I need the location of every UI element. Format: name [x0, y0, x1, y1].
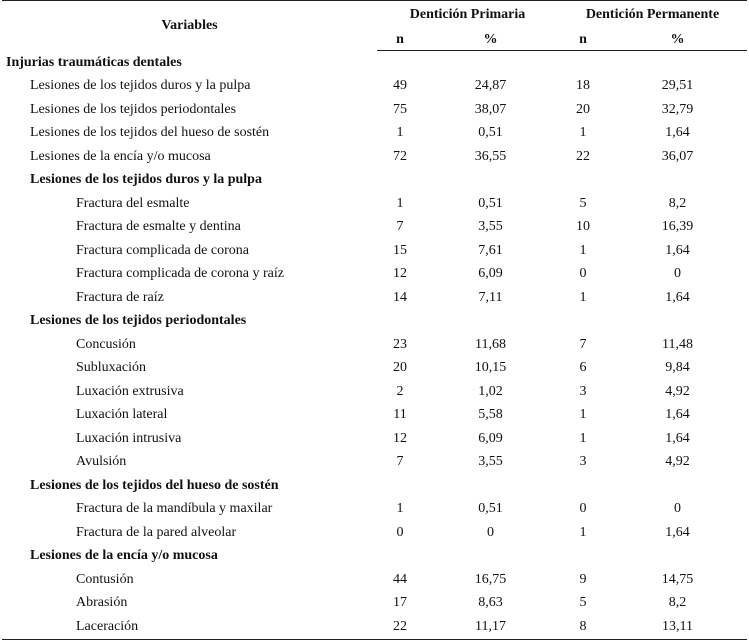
cell-pct-primaria: 0,51	[478, 195, 503, 211]
cell-n-primaria: 14	[393, 289, 407, 305]
row-label: Lesiones de los tejidos periodontales	[30, 313, 247, 329]
cell-pct-primaria: 8,63	[478, 595, 503, 611]
cell-pct-primaria	[423, 310, 558, 334]
cell-n-permanente: 10	[576, 219, 590, 235]
cell-pct-primaria: 1,02	[478, 383, 503, 399]
cell-n-primaria: 20	[393, 360, 407, 376]
cell-n-permanente: 7	[579, 336, 587, 352]
cell-pct-primaria: 6,09	[478, 430, 503, 446]
table-row	[2, 615, 747, 639]
cell-n-primaria	[377, 169, 423, 193]
trauma-table	[2, 0, 747, 640]
cell-pct-permanente: 1,64	[665, 289, 690, 305]
table-row	[2, 498, 747, 522]
table-row	[2, 404, 747, 428]
cell-pct-permanente: 16,39	[661, 219, 694, 235]
cell-pct-primaria	[423, 474, 558, 498]
cell-pct-primaria: 36,55	[474, 148, 507, 164]
cell-n-primaria: 0	[396, 524, 404, 540]
row-label: Lesiones de los tejidos duros y la pulpa	[30, 78, 251, 94]
cell-pct-permanente	[608, 545, 747, 569]
table-row	[2, 357, 747, 381]
row-label: Fractura de la pared alveolar	[76, 524, 237, 540]
cell-n-permanente: 8	[558, 615, 608, 639]
cell-n-primaria: 7	[396, 454, 404, 470]
cell-pct-permanente: 1,64	[665, 125, 690, 141]
table-row	[2, 333, 747, 357]
cell-n-permanente	[558, 169, 608, 193]
cell-pct-permanente	[608, 51, 747, 75]
table-row	[2, 521, 747, 545]
table-row	[2, 451, 747, 475]
table-row	[2, 592, 747, 616]
cell-n-primaria: 72	[393, 148, 407, 164]
cell-pct-primaria: 0,51	[478, 125, 503, 141]
cell-n-permanente: 3	[579, 454, 587, 470]
cell-n-primaria: 75	[393, 101, 407, 117]
header-n-permanente: n	[558, 28, 608, 51]
cell-pct-permanente: 14,75	[661, 571, 694, 587]
cell-n-permanente: 1	[579, 430, 587, 446]
row-label: Fractura complicada de corona	[76, 242, 249, 258]
cell-n-primaria: 17	[393, 595, 407, 611]
header-n-primaria: n	[377, 28, 423, 51]
cell-pct-permanente: 9,84	[665, 360, 690, 376]
cell-pct-primaria: 16,75	[474, 571, 507, 587]
row-label: Concusión	[76, 336, 136, 352]
cell-n-permanente: 0	[579, 266, 587, 282]
row-label: Lesiones de los tejidos del hueso de sostén	[30, 477, 279, 493]
cell-n-primaria: 44	[393, 571, 407, 587]
cell-n-primaria	[377, 310, 423, 334]
cell-pct-permanente: 29,51	[661, 78, 694, 94]
cell-pct-permanente	[608, 310, 747, 334]
header-pct-primaria: %	[423, 28, 558, 51]
header-denticion-primaria: Dentición Primaria	[377, 1, 558, 29]
cell-pct-permanente: 8,2	[668, 595, 687, 611]
cell-pct-permanente: 13,11	[608, 615, 747, 639]
cell-n-permanente: 20	[576, 101, 590, 117]
cell-n-primaria: 7	[396, 219, 404, 235]
header-variables: Variables	[2, 1, 377, 51]
cell-n-primaria	[377, 474, 423, 498]
row-label: Fractura de la mandíbula y maxilar	[76, 501, 273, 517]
cell-n-primaria: 22	[377, 615, 423, 639]
cell-pct-permanente: 4,92	[665, 383, 690, 399]
table-row	[2, 169, 747, 193]
row-label: Laceración	[2, 615, 377, 639]
cell-n-permanente	[558, 51, 608, 75]
table-row	[2, 286, 747, 310]
cell-n-permanente: 0	[579, 501, 587, 517]
cell-pct-permanente: 11,48	[662, 336, 693, 352]
table-row	[2, 98, 747, 122]
cell-n-permanente: 1	[579, 407, 587, 423]
table-row	[2, 263, 747, 287]
row-label: Lesiones de los tejidos duros y la pulpa	[30, 172, 262, 188]
cell-pct-primaria: 5,58	[478, 407, 503, 423]
cell-n-permanente: 5	[579, 595, 587, 611]
table-body	[2, 51, 747, 640]
cell-pct-permanente	[608, 474, 747, 498]
cell-pct-primaria	[423, 169, 558, 193]
table-row	[2, 239, 747, 263]
cell-pct-primaria: 0,51	[478, 501, 503, 517]
table-row	[2, 427, 747, 451]
cell-n-permanente: 1	[579, 125, 587, 141]
table-row	[2, 145, 747, 169]
cell-pct-primaria: 11,17	[423, 615, 558, 639]
table-row	[2, 310, 747, 334]
cell-n-permanente	[558, 474, 608, 498]
cell-pct-primaria: 11,68	[475, 336, 506, 352]
cell-pct-primaria: 24,87	[474, 78, 507, 94]
cell-pct-primaria	[423, 51, 558, 75]
cell-n-permanente: 1	[579, 289, 587, 305]
cell-pct-permanente: 0	[674, 266, 681, 282]
cell-pct-permanente: 36,07	[661, 148, 694, 164]
cell-pct-permanente: 0	[674, 501, 681, 517]
table-row	[2, 568, 747, 592]
row-label: Lesiones de la encía y/o mucosa	[30, 548, 218, 564]
cell-n-permanente: 6	[579, 360, 587, 376]
row-label: Fractura de esmalte y dentina	[76, 219, 241, 235]
table-row	[2, 474, 747, 498]
cell-n-primaria: 12	[393, 266, 407, 282]
table-row	[2, 380, 747, 404]
cell-pct-permanente: 1,64	[665, 242, 690, 258]
cell-n-permanente: 9	[579, 571, 587, 587]
header-pct-permanente: %	[608, 28, 747, 51]
row-label: Avulsión	[76, 454, 127, 470]
cell-n-permanente: 18	[576, 78, 590, 94]
row-label: Subluxación	[76, 360, 146, 376]
table-row	[2, 216, 747, 240]
cell-n-primaria: 1	[396, 195, 404, 211]
table-row	[2, 192, 747, 216]
table-row	[2, 51, 747, 75]
row-label: Lesiones de los tejidos del hueso de sostén	[30, 125, 270, 141]
table-header	[2, 1, 747, 51]
cell-n-primaria: 1	[396, 125, 404, 141]
cell-pct-primaria: 3,55	[478, 454, 503, 470]
row-label: Fractura de raíz	[76, 289, 164, 305]
cell-pct-primaria: 6,09	[478, 266, 503, 282]
cell-n-primaria: 23	[393, 336, 407, 352]
cell-pct-permanente: 1,64	[665, 524, 690, 540]
cell-pct-permanente	[608, 169, 747, 193]
cell-pct-primaria: 7,61	[478, 242, 503, 258]
cell-n-primaria: 49	[393, 78, 407, 94]
row-label: Luxación intrusiva	[76, 430, 182, 446]
cell-pct-permanente: 4,92	[665, 454, 690, 470]
cell-n-primaria: 11	[393, 407, 407, 423]
cell-n-permanente: 3	[579, 383, 587, 399]
cell-n-permanente: 1	[579, 524, 587, 540]
cell-n-primaria: 12	[393, 430, 407, 446]
table-row	[2, 122, 747, 146]
cell-pct-permanente: 1,64	[665, 430, 690, 446]
row-label: Luxación extrusiva	[76, 383, 184, 399]
cell-pct-primaria: 3,55	[478, 219, 503, 235]
cell-n-primaria: 15	[393, 242, 407, 258]
header-denticion-permanente: Dentición Permanente	[558, 1, 747, 29]
row-label: Lesiones de la encía y/o mucosa	[30, 148, 211, 164]
cell-pct-permanente: 8,2	[668, 195, 687, 211]
cell-n-permanente	[558, 545, 608, 569]
row-label: Contusión	[76, 571, 134, 587]
row-label: Luxación lateral	[76, 407, 168, 423]
table-row	[2, 75, 747, 99]
cell-pct-primaria: 0	[487, 524, 494, 540]
row-label: Abrasión	[76, 595, 128, 611]
cell-n-primaria	[377, 545, 423, 569]
cell-n-permanente: 22	[576, 148, 590, 164]
cell-n-primaria: 2	[396, 383, 404, 399]
row-label: Fractura del esmalte	[76, 195, 190, 211]
row-label: Fractura complicada de corona y raíz	[76, 266, 284, 282]
cell-n-primaria	[377, 51, 423, 75]
cell-n-permanente	[558, 310, 608, 334]
cell-pct-permanente: 32,79	[661, 101, 694, 117]
row-label: Lesiones de los tejidos periodontales	[30, 101, 237, 117]
row-label: Injurias traumáticas dentales	[6, 54, 182, 70]
cell-pct-primaria	[423, 545, 558, 569]
cell-n-permanente: 5	[579, 195, 587, 211]
table-row	[2, 545, 747, 569]
cell-n-primaria: 1	[396, 501, 404, 517]
cell-pct-permanente: 1,64	[665, 407, 690, 423]
cell-pct-primaria: 38,07	[474, 101, 507, 117]
cell-n-permanente: 1	[579, 242, 587, 258]
cell-pct-primaria: 10,15	[474, 360, 507, 376]
cell-pct-primaria: 7,11	[478, 289, 503, 305]
